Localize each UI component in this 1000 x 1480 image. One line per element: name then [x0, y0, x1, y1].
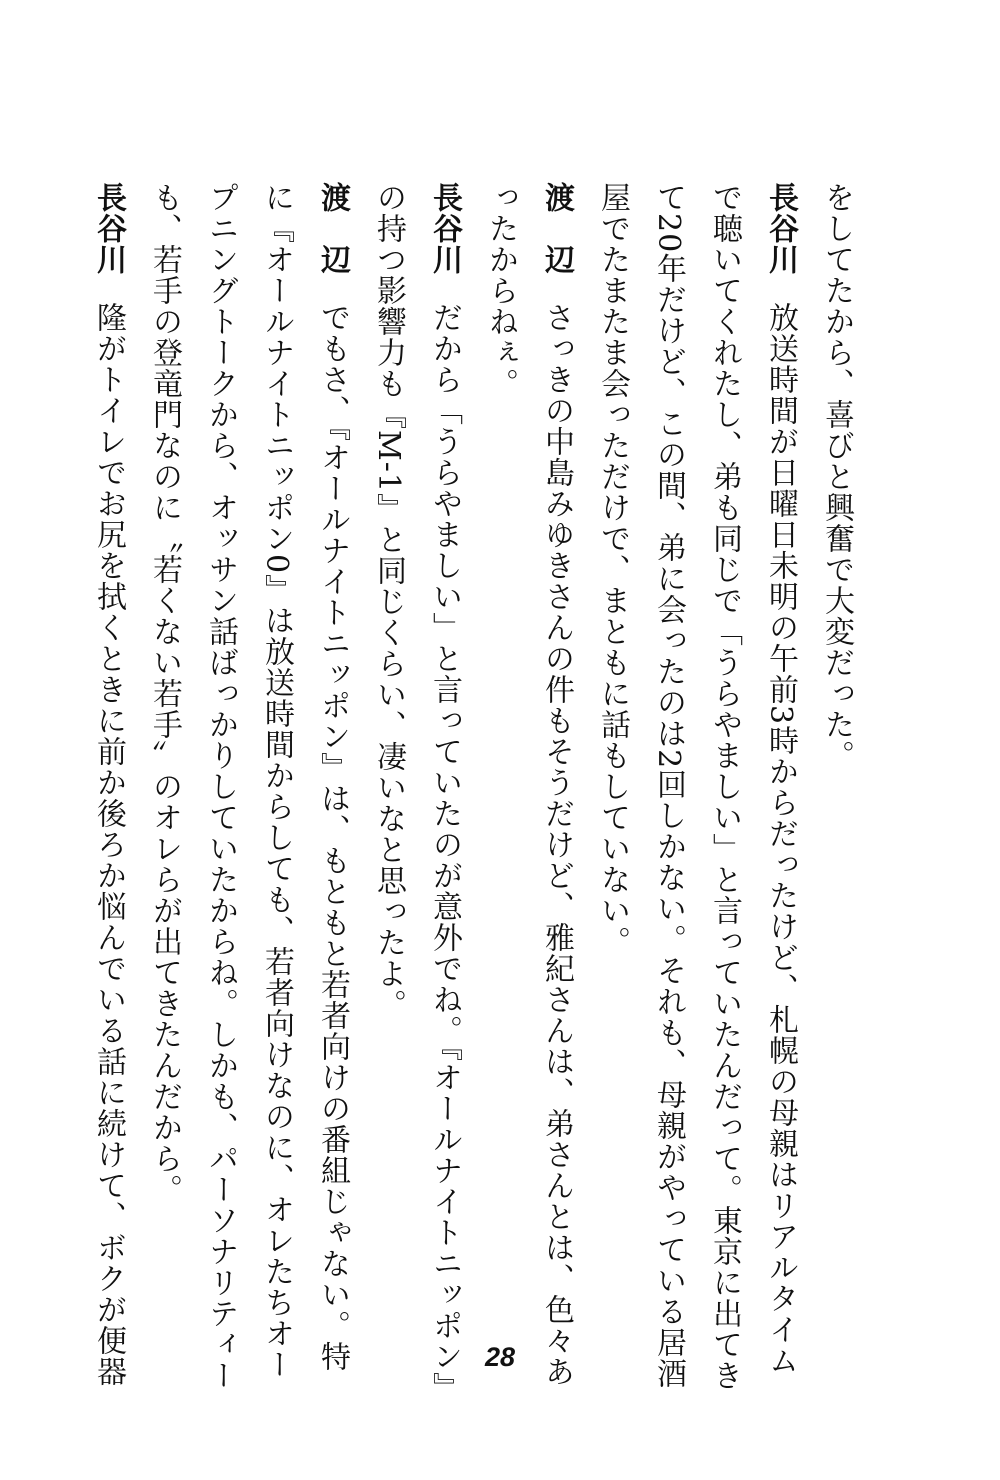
line-text: 屋でたまたま会っただけで、まともに話もしていない。: [595, 182, 630, 957]
line-text: に『オールナイトニッポン0』は放送時間からしても、若者向けなのに、オレたちオー: [259, 182, 294, 1381]
speaker-name: 渡 辺: [539, 182, 574, 275]
line-text: て20年だけど、この間、弟に会ったのは2回しかない。それも、母親がやっている居酒: [651, 182, 686, 1390]
text-line-14: [80, 182, 136, 1387]
speaker-name: 渡 辺: [315, 182, 350, 275]
line-text: 隆がトイレでお尻を拭くときに前か後ろか悩んでいる話に続けて、ボクが便器: [91, 302, 126, 1387]
line-text: で聴いてくれたし、弟も同じで「うらやましい」と言っていたんだって。東京に出てき: [707, 182, 742, 1391]
text-line-5: [584, 182, 640, 1262]
line-text: も、若手の登竜門なのに〝若くない若手〟のオレらが出てきたんだから。: [147, 182, 182, 1205]
text-line-2: [752, 182, 808, 1377]
line-text: をしてたから、喜びと興奮で大変だった。: [819, 182, 854, 771]
text-line-12: [192, 182, 248, 1391]
line-text: 放送時間が日曜日未明の午前3時からだったけど、札幌の母親はリアルタイム: [763, 302, 798, 1377]
line-text: でもさ、『オールナイトニッポン』は、もともと若者向けの番組じゃない。特: [315, 302, 350, 1372]
speaker-name: 長谷川: [763, 182, 798, 275]
line-text: さっきの中島みゆきさんの件もそうだけど、雅紀さんは、弟さんとは、色々あ: [539, 302, 574, 1387]
text-line-8: [416, 182, 472, 1403]
text-line-4: [640, 182, 696, 1390]
line-text: プニングトークから、オッサン話ばっかりしていたからね。しかも、パーソナリティー: [203, 182, 238, 1391]
line-text: だから「うらやましい」と言っていたのが意外でね。『オールナイトニッポン』: [427, 302, 462, 1403]
speaker-name: 長谷川: [91, 182, 126, 275]
line-text: ったからねぇ。: [483, 182, 518, 399]
line-text: の持つ影響力も『M-1』と同じくらい、凄いなと思ったよ。: [371, 182, 406, 1020]
page-number: 28: [484, 1342, 516, 1372]
text-line-13: [136, 182, 192, 1262]
text-line-6: [528, 182, 584, 1387]
text-line-3: [696, 182, 752, 1391]
text-line-11: [248, 182, 304, 1381]
speaker-name: 長谷川: [427, 182, 462, 275]
text-line-7: [472, 182, 528, 1262]
text-line-1: [808, 182, 864, 1262]
text-line-10: [304, 182, 360, 1372]
text-line-9: [360, 182, 416, 1262]
